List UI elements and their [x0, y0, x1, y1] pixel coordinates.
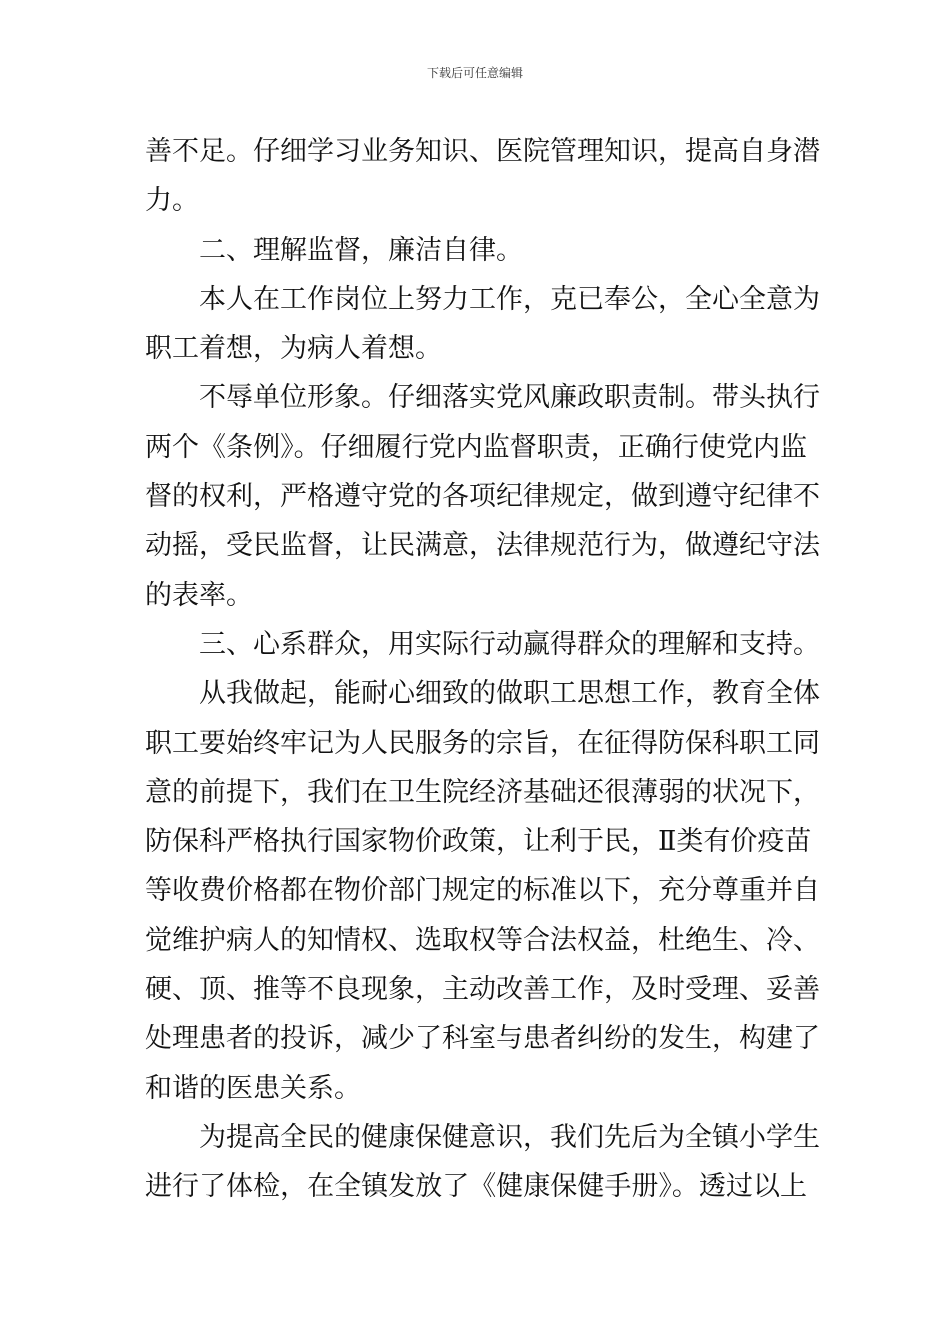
text-line: 觉维护病人的知情权、选取权等合法权益，杜绝生、冷、: [145, 924, 820, 956]
text-line: 二、理解监督，廉洁自律。: [199, 234, 523, 266]
text-line: 的表率。: [145, 579, 253, 611]
text-line: 职工着想，为病人着想。: [145, 333, 442, 365]
text-line: 善不足。仔细学习业务知识、医院管理知识，提高自身潜: [145, 136, 820, 167]
text-line: 硬、顶、推等不良现象，主动改善工作，及时受理、妥善: [145, 974, 820, 1006]
page-header: 下载后可任意编辑: [426, 66, 523, 80]
text-line: 不辱单位形象。仔细落实党风廉政职责制。带头执行: [199, 382, 820, 414]
text-line: 督的权利，严格遵守党的各项纪律规定，做到遵守纪律不: [145, 481, 820, 513]
text-line: 意的前提下，我们在卫生院经济基础还很薄弱的状况下，: [145, 776, 820, 808]
text-line: 从我做起，能耐心细致的做职工思想工作，教育全体: [199, 678, 820, 710]
text-line: 进行了体检，在全镇发放了《健康保健手册》。透过以上: [145, 1171, 807, 1203]
text-line: 两个《条例》。仔细履行党内监督职责，正确行使党内监: [145, 431, 807, 463]
text-line: 为提高全民的健康保健意识，我们先后为全镇小学生: [199, 1121, 820, 1153]
text-line: 等收费价格都在物价部门规定的标准以下，充分尊重并自: [145, 875, 820, 907]
text-line: 职工要始终牢记为人民服务的宗旨，在征得防保科职工同: [145, 727, 820, 759]
text-line: 和谐的医患关系。: [145, 1072, 361, 1104]
text-line: 动摇，受民监督，让民满意，法律规范行为，做遵纪守法: [145, 530, 820, 562]
text-line: 力。: [145, 185, 199, 217]
document-body: [145, 127, 820, 1212]
text-line: 处理患者的投诉，减少了科室与患者纠纷的发生，构建了: [145, 1023, 820, 1055]
text-line: 三、心系群众，用实际行动赢得群众的理解和支持。: [199, 628, 820, 660]
text-line: 本人在工作岗位上努力工作，克已奉公，全心全意为: [199, 283, 820, 315]
text-line: 防保科严格执行国家物价政策，让利于民，Ⅱ类有价疫苗: [145, 826, 812, 858]
